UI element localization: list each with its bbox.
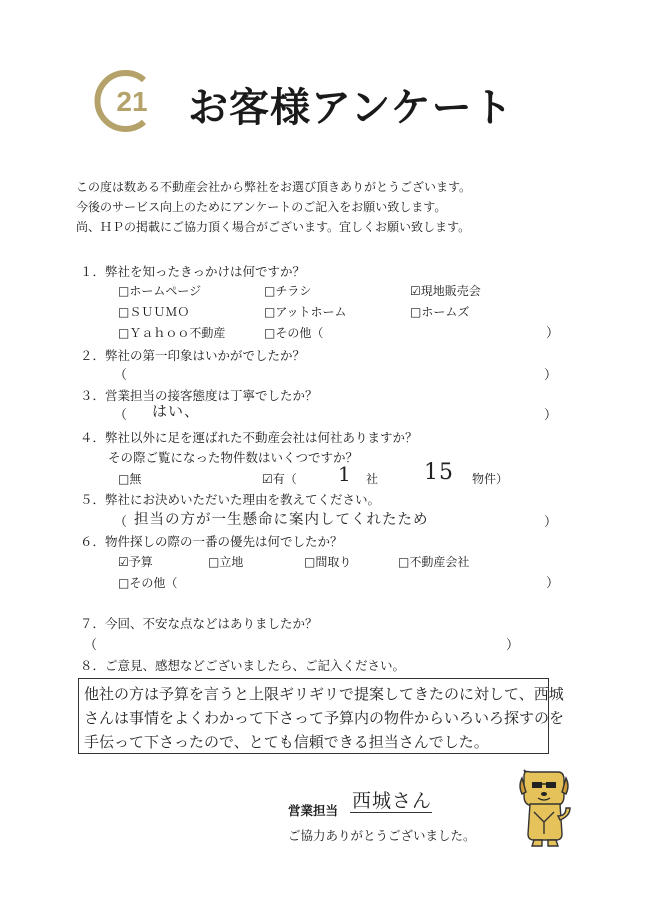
rep-label: 営業担当: [288, 803, 339, 818]
q4-question: ４．弊社以外に足を運ばれた不動産会社は何社ありますか？: [80, 430, 418, 445]
intro-line-3: 尚、ＨＰの掲載にご協力頂く場合がございます。宜しくお願い致します。: [76, 220, 471, 234]
page-title: お客様アンケート: [188, 85, 514, 131]
q2-close-paren: ）: [544, 368, 558, 383]
q6-option-location[interactable]: □立地: [208, 555, 244, 569]
q5-question: ５．弊社にお決めいただいた理由を教えてください。: [80, 492, 381, 507]
q8-comment-line-2: さんは事情をよくわかって下さって予算内の物件からいろいろ探すのを: [84, 709, 565, 727]
intro-line-2: 今後のサービス向上のためにアンケートのご記入をお願い致します。: [76, 200, 447, 214]
q4-property-count[interactable]: 15: [424, 460, 454, 485]
q6-other-close-paren: ）: [546, 576, 560, 591]
q4-company-count[interactable]: 1: [338, 462, 352, 486]
q1-other-close-paren: ）: [546, 326, 560, 341]
rep-name-underline: [350, 812, 432, 813]
q5-answer[interactable]: 担当の方が一生懸命に案内してくれたため: [134, 512, 429, 528]
mascot-dog-icon: [516, 768, 572, 848]
q4-subquestion: その際ご覧になった物件数はいくつですか？: [108, 450, 359, 465]
q3-answer[interactable]: はい、: [152, 402, 201, 420]
rep-name[interactable]: 西城さん: [352, 790, 433, 812]
logo-text: 21: [116, 86, 148, 117]
q2-open-paren: （: [114, 368, 128, 383]
q1-option-athome[interactable]: □アットホーム: [264, 305, 347, 319]
q7-question: ７．今回、不安な点などはありましたか？: [80, 616, 318, 631]
q3-open-paren: （: [114, 408, 128, 423]
q1-option-yahoo[interactable]: □Ｙａｈｏｏ不動産: [118, 326, 226, 340]
q1-option-other[interactable]: □その他（: [264, 326, 324, 340]
q1-option-flyer[interactable]: □チラシ: [264, 284, 312, 298]
century21-logo: [92, 66, 162, 136]
thanks-text: ご協力ありがとうございました。: [288, 828, 476, 843]
q7-close-paren: ）: [506, 638, 520, 653]
q5-open-paren: （: [114, 515, 128, 530]
q2-question: ２．弊社の第一印象はいかがでしたか？: [80, 348, 306, 363]
intro-line-1: この度は数ある不動産会社から弊社をお選び頂きありがとうございます。: [76, 180, 472, 194]
q6-option-layout[interactable]: □間取り: [304, 555, 352, 569]
q3-close-paren: ）: [544, 408, 558, 423]
q1-option-homepage[interactable]: □ホームページ: [118, 284, 202, 298]
q6-option-other[interactable]: □その他（: [118, 576, 178, 590]
q4-option-none[interactable]: □無: [118, 472, 142, 486]
q1-option-onsite-sale[interactable]: ☑現地販売会: [410, 284, 481, 298]
q4-company-unit: 社: [366, 472, 379, 486]
q1-option-homes[interactable]: □ホームズ: [410, 305, 470, 319]
q5-close-paren: ）: [544, 515, 558, 530]
q8-comment-line-3: 手伝って下さったので、とても信頼できる担当さんでした。: [84, 733, 489, 751]
q8-comment-line-1: 他社の方は予算を言うと上限ギリギリで提案してきたのに対して、西城: [84, 685, 564, 703]
q1-question: １．弊社を知ったきっかけは何ですか？: [80, 264, 306, 279]
q6-option-agency[interactable]: □不動産会社: [398, 555, 470, 569]
q3-question: ３．営業担当の接客態度は丁寧でしたか？: [80, 388, 318, 403]
q6-question: ６．物件探しの際の一番の優先は何でしたか？: [80, 534, 343, 549]
q4-property-unit: 物件）: [472, 472, 509, 486]
q7-open-paren: （: [84, 638, 98, 653]
q6-option-budget[interactable]: ☑予算: [118, 555, 153, 569]
q8-question: ８．ご意見、感想などございましたら、ご記入ください。: [80, 658, 406, 673]
q1-option-suumo[interactable]: □ＳＵＵＭＯ: [118, 305, 190, 319]
q4-option-yes[interactable]: ☑有（: [262, 472, 297, 486]
